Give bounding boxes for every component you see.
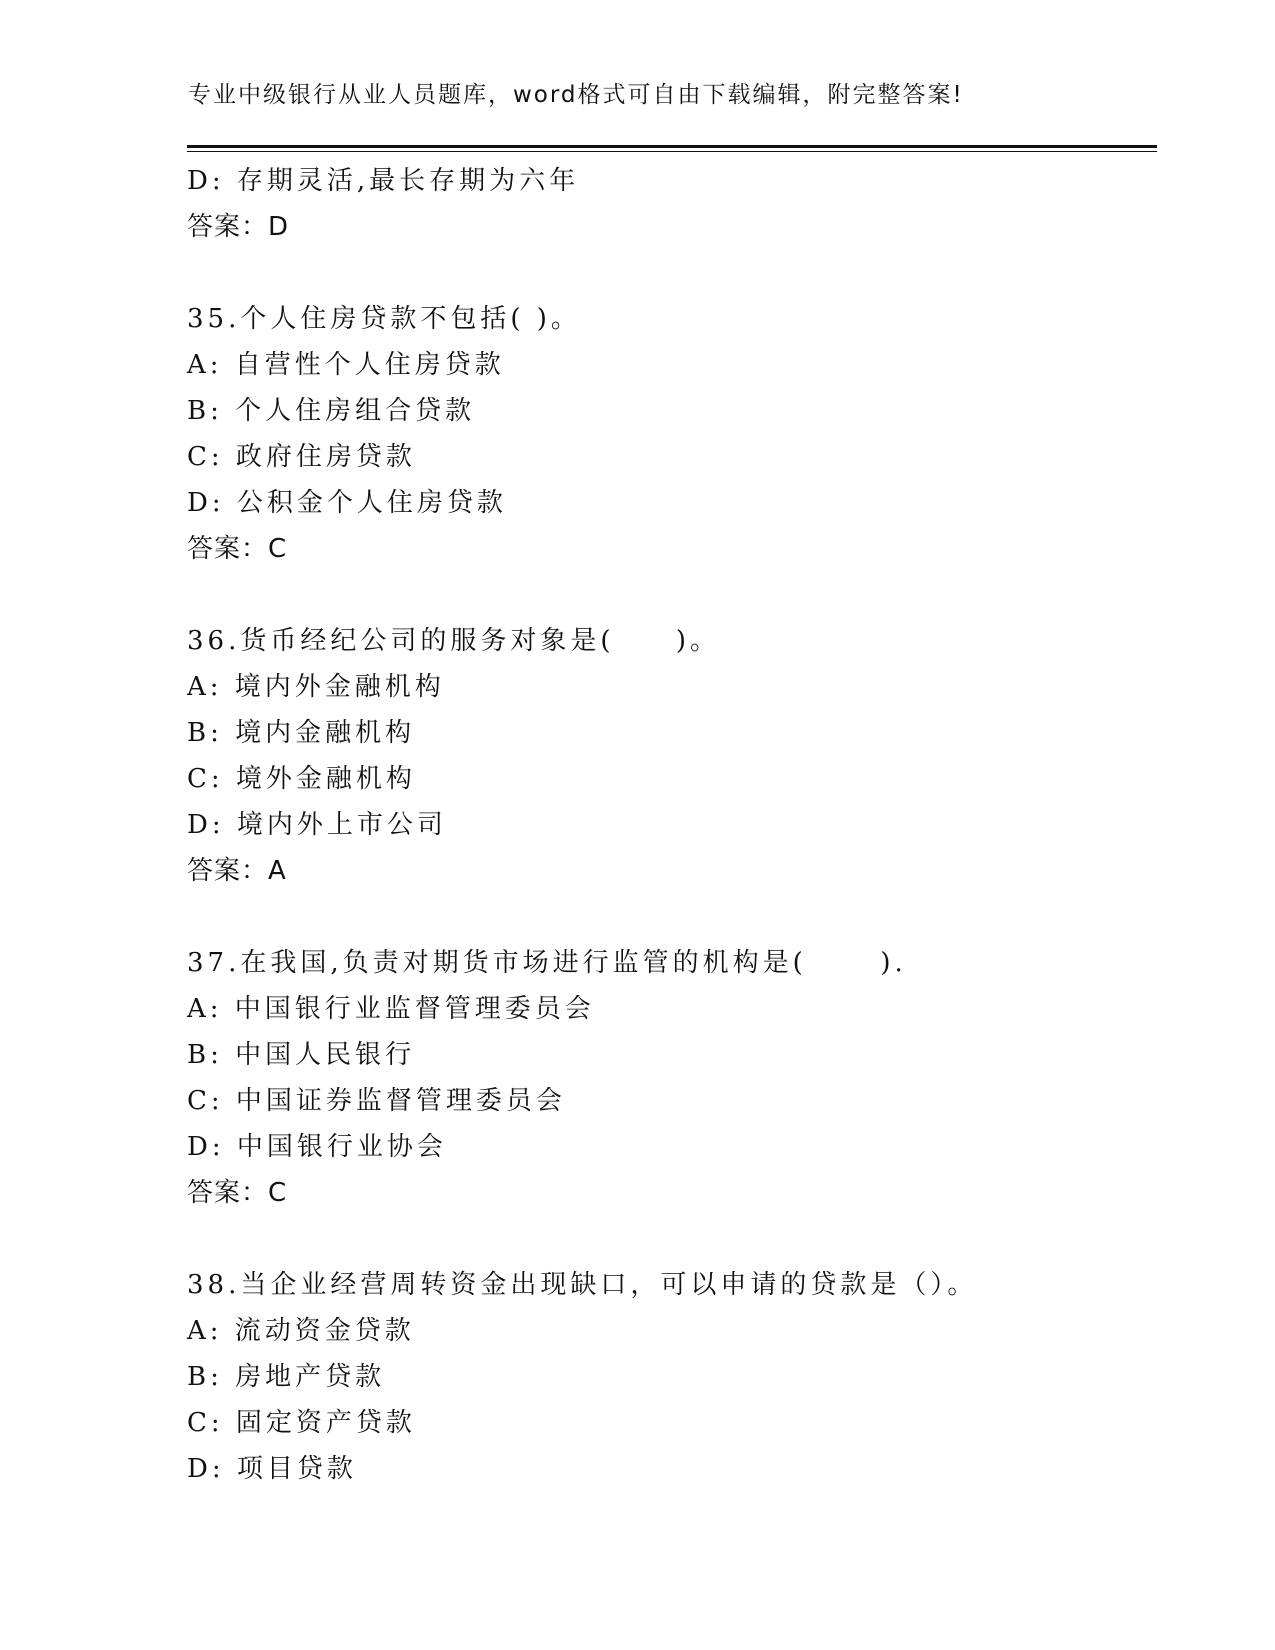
answer: 答案：C bbox=[187, 534, 288, 564]
question-list bbox=[187, 158, 1147, 1492]
option-d: D: 项目贷款 bbox=[187, 1454, 357, 1484]
spacer bbox=[187, 250, 1147, 296]
answer: 答案：D bbox=[187, 212, 290, 242]
spacer bbox=[187, 572, 1147, 618]
question-stem: 38.当企业经营周转资金出现缺口，可以申请的贷款是（）。 bbox=[187, 1270, 978, 1300]
question-36 bbox=[187, 618, 1147, 894]
option-d: D: 境内外上市公司 bbox=[187, 810, 447, 840]
option-a: A: 自营性个人住房贷款 bbox=[187, 350, 505, 380]
option-c: C: 中国证券监督管理委员会 bbox=[187, 1086, 566, 1116]
option-d: D: 公积金个人住房贷款 bbox=[187, 488, 507, 518]
option-b: B: 中国人民银行 bbox=[187, 1040, 416, 1070]
option-c: C: 政府住房贷款 bbox=[187, 442, 416, 472]
option-a: A: 中国银行业监督管理委员会 bbox=[187, 994, 595, 1024]
option-d: D: 中国银行业协会 bbox=[187, 1132, 447, 1162]
question-stem: 35.个人住房贷款不包括( )。 bbox=[187, 304, 581, 334]
header-rule-thin bbox=[187, 151, 1157, 152]
spacer bbox=[187, 1216, 1147, 1262]
question-stem: 36.货币经纪公司的服务对象是( )。 bbox=[187, 626, 720, 656]
option-b: B: 个人住房组合贷款 bbox=[187, 396, 476, 426]
question-38 bbox=[187, 1262, 1147, 1492]
spacer bbox=[187, 894, 1147, 940]
question-35 bbox=[187, 296, 1147, 572]
question-stem: 37.在我国,负责对期货市场进行监管的机构是( ). bbox=[187, 948, 907, 978]
answer: 答案：C bbox=[187, 1178, 288, 1208]
question-37 bbox=[187, 940, 1147, 1216]
option-c: C: 固定资产贷款 bbox=[187, 1408, 416, 1438]
option-a: A: 境内外金融机构 bbox=[187, 672, 445, 702]
option-c: C: 境外金融机构 bbox=[187, 764, 416, 794]
page-header: 专业中级银行从业人员题库，word格式可自由下载编辑，附完整答案! bbox=[188, 82, 964, 108]
header-rule-thick bbox=[187, 145, 1157, 148]
option-b: B: 境内金融机构 bbox=[187, 718, 416, 748]
answer: 答案：A bbox=[187, 856, 287, 886]
option-b: B: 房地产贷款 bbox=[187, 1362, 386, 1392]
option-d: D: 存期灵活,最长存期为六年 bbox=[187, 166, 580, 196]
option-a: A: 流动资金贷款 bbox=[187, 1316, 415, 1346]
